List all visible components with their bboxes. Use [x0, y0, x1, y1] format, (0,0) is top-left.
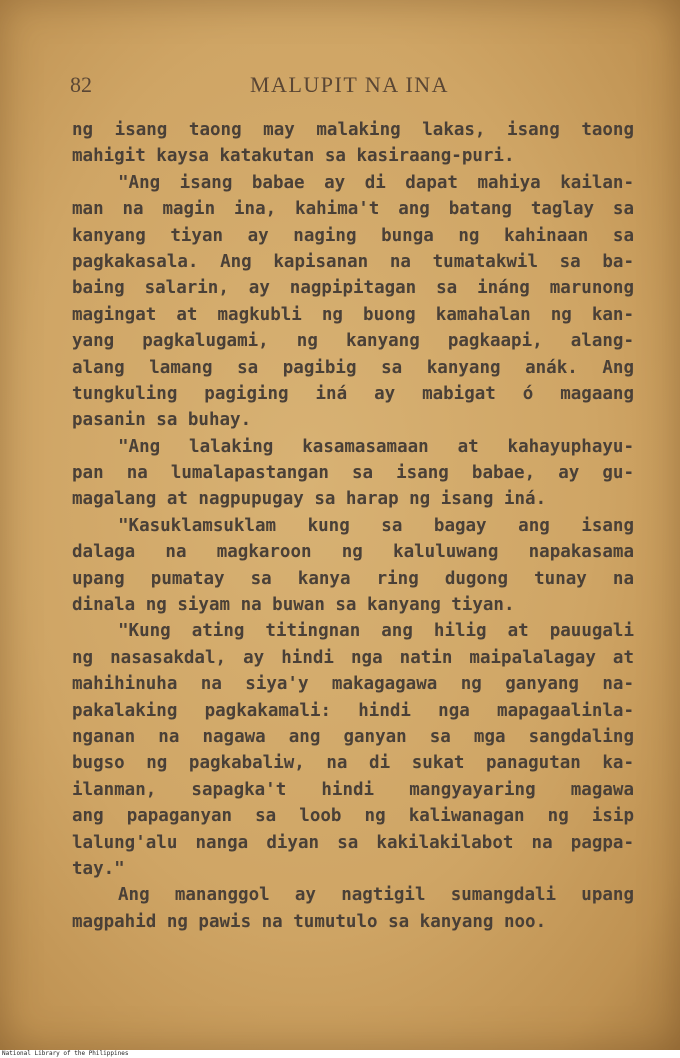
library-credit: National Library of the Philippines	[2, 1050, 129, 1057]
text-line: "Kung ating titingnan ang hilig at pauugali	[118, 621, 634, 642]
text-line: magpahid ng pawis na tumutulo sa kanyang noo.	[72, 911, 547, 932]
running-title: MALUPIT NA INA	[250, 72, 450, 97]
text-line: dalaga na magkaroon ng kaluluwang napakasama	[72, 542, 634, 563]
text-line: nganan na nagawa ang ganyan sa mga sangdaling	[72, 726, 634, 747]
text-line: pan na lumalapastangan sa isang babae, ay gu-	[72, 463, 634, 484]
text-line: pagkakasala. Ang kapisanan na tumatakwil sa ba-	[72, 251, 634, 272]
text-line: tungkuling pagiging iná ay mabigat ó magaang	[72, 383, 634, 404]
text-line: ng nasasakdal, ay hindi nga natin maipalalagay at	[72, 647, 634, 668]
text-line: dinala ng siyam na buwan sa kanyang tiyan.	[72, 595, 515, 616]
text-line: magalang at nagpupugay sa harap ng isang iná.	[72, 489, 547, 510]
text-line: tay."	[72, 858, 125, 879]
text-line: pasanin sa buhay.	[72, 410, 252, 431]
text-line: upang pumatay sa kanya ring dugong tunay na	[72, 568, 634, 589]
body-text	[72, 117, 634, 935]
text-line: baing salarin, ay nagpipitagan sa ináng marunong	[72, 278, 634, 299]
text-line: ng isang taong may malaking lakas, isang taong	[72, 120, 634, 140]
text-line: "Ang lalaking kasamasamaan at kahayuphayu-	[118, 436, 634, 457]
text-line: ang papaganyan sa loob ng kaliwanagan ng isip	[72, 806, 634, 827]
text-line: alang lamang sa pagibig sa kanyang anák. Ang	[72, 357, 634, 378]
text-line: "Kasuklamsuklam kung sa bagay ang isang	[118, 515, 634, 536]
text-line: mahigit kaysa katakutan sa kasiraang-puri.	[72, 146, 515, 167]
text-line: Ang mananggol ay nagtigil sumangdali upang	[118, 885, 634, 906]
text-line: bugso ng pagkabaliw, na di sukat panagutan ka-	[72, 753, 634, 774]
text-line: mahihinuha na siya'y makagagawa ng ganyang na-	[72, 674, 634, 695]
text-line: lalung'alu nanga diyan sa kakilakilabot na pagpa-	[72, 832, 634, 853]
text-line: ilanman, sapagka't hindi mangyayaring magawa	[72, 779, 634, 800]
text-line: kanyang tiyan ay naging bunga ng kahinaan sa	[72, 225, 634, 246]
text-line: magingat at magkubli ng buong kamahalan ng kan-	[72, 304, 634, 325]
page-number: 82	[70, 72, 92, 97]
text-line: yang pagkalugami, ng kanyang pagkaapi, alang-	[72, 331, 634, 352]
text-line: man na magin ina, kahima't ang batang taglay sa	[72, 199, 634, 220]
text-line: "Ang isang babae ay di dapat mahiya kailan-	[118, 172, 634, 193]
text-line: pakalaking pagkakamali: hindi nga mapagaalinla-	[72, 700, 634, 721]
